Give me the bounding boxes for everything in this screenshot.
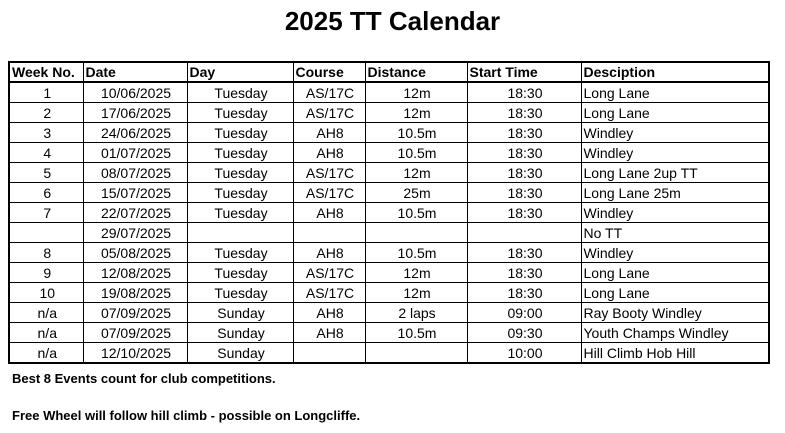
cell-day [187, 223, 293, 243]
table-row [9, 103, 769, 123]
note-free-wheel: Free Wheel will follow hill climb - possible on Longcliffe. [12, 408, 361, 423]
cell-description: Hill Climb Hob Hill [581, 343, 769, 364]
cell-course: AH8 [293, 303, 365, 323]
table-row [9, 283, 769, 303]
cell-week-no: n/a [9, 323, 83, 343]
cell-description: Long Lane [581, 103, 769, 123]
cell-week-no: n/a [9, 343, 83, 364]
cell-week-no: 2 [9, 103, 83, 123]
cell-date: 22/07/2025 [83, 203, 187, 223]
cell-distance: 12m [365, 263, 467, 283]
cell-course: AH8 [293, 203, 365, 223]
cell-date: 07/09/2025 [83, 323, 187, 343]
table-row [9, 263, 769, 283]
cell-week-no: 4 [9, 143, 83, 163]
cell-distance: 10.5m [365, 123, 467, 143]
table-row [9, 143, 769, 163]
cell-start-time [467, 223, 581, 243]
cell-description: Long Lane 2up TT [581, 163, 769, 183]
cell-distance [365, 223, 467, 243]
header-date: Date [83, 62, 187, 82]
cell-start-time: 18:30 [467, 183, 581, 203]
cell-distance: 12m [365, 283, 467, 303]
cell-distance: 10.5m [365, 243, 467, 263]
page-title: 2025 TT Calendar [284, 6, 501, 36]
cell-start-time: 18:30 [467, 283, 581, 303]
cell-day: Tuesday [187, 82, 293, 103]
cell-start-time: 09:30 [467, 323, 581, 343]
cell-description: Windley [581, 203, 769, 223]
cell-description: No TT [581, 223, 769, 243]
cell-date: 19/08/2025 [83, 283, 187, 303]
cell-distance: 10.5m [365, 203, 467, 223]
cell-distance: 10.5m [365, 143, 467, 163]
cell-day: Tuesday [187, 163, 293, 183]
cell-course: AS/17C [293, 183, 365, 203]
cell-description: Long Lane [581, 283, 769, 303]
cell-day: Tuesday [187, 183, 293, 203]
cell-date: 05/08/2025 [83, 243, 187, 263]
cell-week-no: 5 [9, 163, 83, 183]
cell-day: Sunday [187, 323, 293, 343]
cell-week-no [9, 223, 83, 243]
cell-start-time: 09:00 [467, 303, 581, 323]
cell-distance: 10.5m [365, 323, 467, 343]
cell-week-no: n/a [9, 303, 83, 323]
cell-start-time: 18:30 [467, 203, 581, 223]
cell-course [293, 223, 365, 243]
cell-distance: 25m [365, 183, 467, 203]
cell-day: Tuesday [187, 103, 293, 123]
cell-description: Windley [581, 143, 769, 163]
cell-start-time: 18:30 [467, 123, 581, 143]
cell-date: 10/06/2025 [83, 82, 187, 103]
cell-course: AS/17C [293, 103, 365, 123]
header-description: Desciption [581, 62, 769, 82]
cell-distance: 12m [365, 163, 467, 183]
cell-day: Tuesday [187, 203, 293, 223]
cell-description: Windley [581, 243, 769, 263]
cell-distance: 2 laps [365, 303, 467, 323]
cell-week-no: 1 [9, 82, 83, 103]
cell-day: Tuesday [187, 283, 293, 303]
header-course: Course [293, 62, 365, 82]
cell-date: 08/07/2025 [83, 163, 187, 183]
cell-week-no: 3 [9, 123, 83, 143]
header-start-time: Start Time [467, 62, 581, 82]
cell-course: AS/17C [293, 263, 365, 283]
header-week-no: Week No. [9, 62, 83, 82]
cell-start-time: 18:30 [467, 163, 581, 183]
cell-description: Long Lane [581, 82, 769, 103]
cell-course: AH8 [293, 323, 365, 343]
cell-start-time: 10:00 [467, 343, 581, 364]
cell-course: AH8 [293, 123, 365, 143]
cell-distance: 12m [365, 103, 467, 123]
cell-week-no: 8 [9, 243, 83, 263]
cell-date: 24/06/2025 [83, 123, 187, 143]
table-row [9, 203, 769, 223]
cell-description: Ray Booty Windley [581, 303, 769, 323]
cell-week-no: 9 [9, 263, 83, 283]
cell-course: AS/17C [293, 82, 365, 103]
table-row [9, 243, 769, 263]
cell-day: Tuesday [187, 143, 293, 163]
cell-day: Sunday [187, 303, 293, 323]
table-row [9, 303, 769, 323]
cell-day: Tuesday [187, 243, 293, 263]
cell-distance: 12m [365, 82, 467, 103]
cell-course: AH8 [293, 243, 365, 263]
cell-description: Windley [581, 123, 769, 143]
cell-day: Tuesday [187, 263, 293, 283]
cell-date: 12/10/2025 [83, 343, 187, 364]
cell-start-time: 18:30 [467, 263, 581, 283]
table-row [9, 183, 769, 203]
cell-week-no: 10 [9, 283, 83, 303]
table-row [9, 343, 769, 364]
header-day: Day [187, 62, 293, 82]
cell-start-time: 18:30 [467, 143, 581, 163]
cell-week-no: 7 [9, 203, 83, 223]
calendar-table [8, 61, 770, 364]
table-row [9, 123, 769, 143]
cell-date: 15/07/2025 [83, 183, 187, 203]
cell-week-no: 6 [9, 183, 83, 203]
table-row [9, 223, 769, 243]
cell-course: AH8 [293, 143, 365, 163]
cell-start-time: 18:30 [467, 243, 581, 263]
cell-day: Sunday [187, 343, 293, 364]
cell-start-time: 18:30 [467, 82, 581, 103]
table-row [9, 82, 769, 103]
header-distance: Distance [365, 62, 467, 82]
header-row [9, 62, 769, 82]
cell-day: Tuesday [187, 123, 293, 143]
note-best-events: Best 8 Events count for club competitions. [12, 371, 276, 386]
cell-start-time: 18:30 [467, 103, 581, 123]
table-row [9, 323, 769, 343]
cell-course [293, 343, 365, 364]
cell-course: AS/17C [293, 283, 365, 303]
cell-course: AS/17C [293, 163, 365, 183]
cell-date: 29/07/2025 [83, 223, 187, 243]
cell-date: 07/09/2025 [83, 303, 187, 323]
cell-description: Long Lane [581, 263, 769, 283]
cell-date: 17/06/2025 [83, 103, 187, 123]
cell-description: Long Lane 25m [581, 183, 769, 203]
cell-date: 12/08/2025 [83, 263, 187, 283]
table-row [9, 163, 769, 183]
cell-description: Youth Champs Windley [581, 323, 769, 343]
cell-date: 01/07/2025 [83, 143, 187, 163]
cell-distance [365, 343, 467, 364]
